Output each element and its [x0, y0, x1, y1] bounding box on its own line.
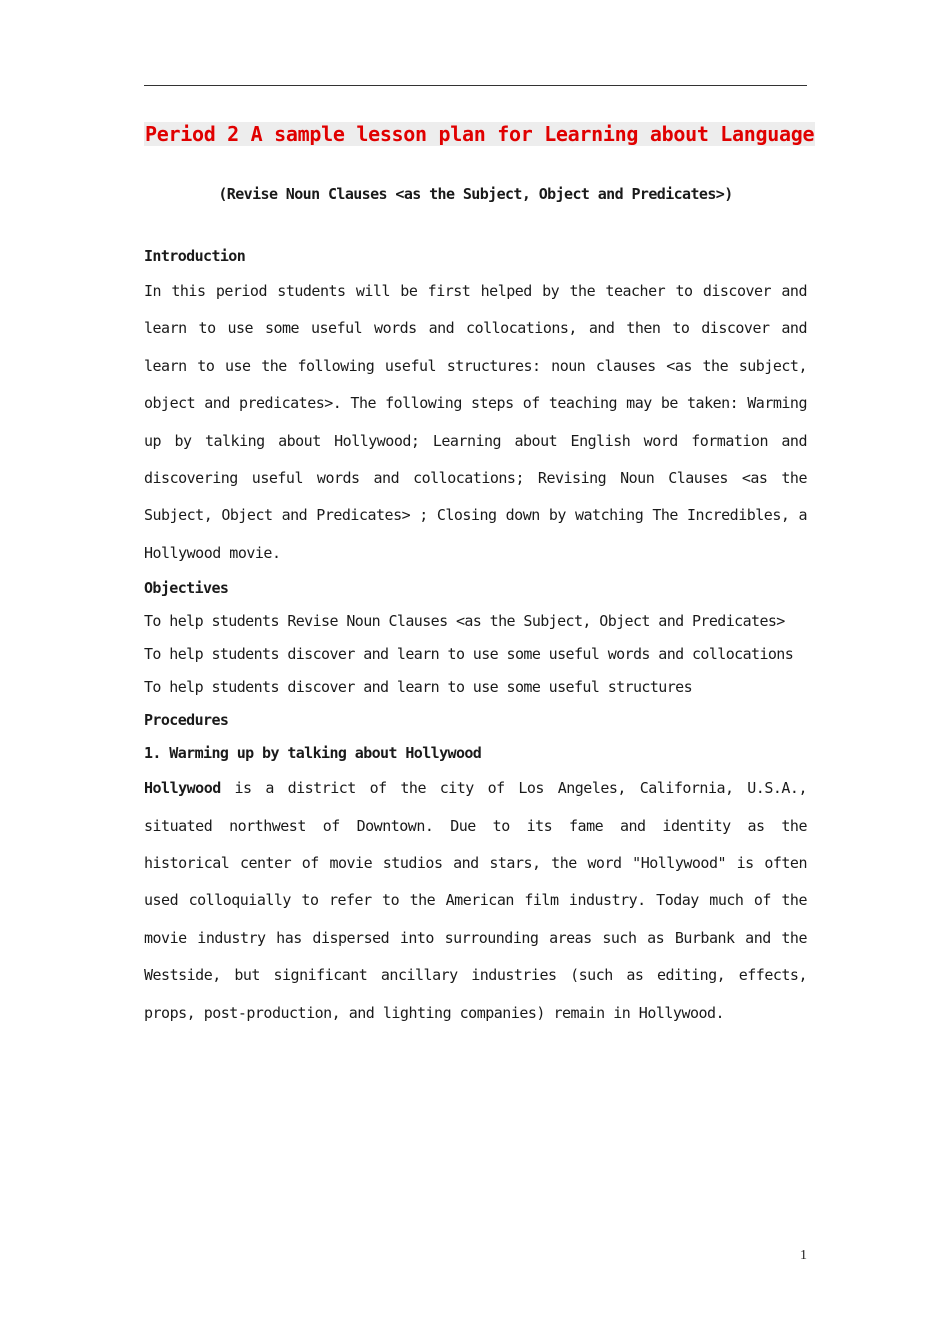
- document-subtitle: (Revise Noun Clauses <as the Subject, Object and Predicates>): [218, 185, 733, 203]
- objective-item: To help students discover and learn to use some useful words and collocations: [144, 645, 794, 664]
- introduction-paragraph: In this period students will be first helped by the teacher to discover and learn to use some useful words and collocations, and then to discover and learn to use the following useful structures: noun clauses <as the subject, object and predicates>. The following steps of teaching may be taken: Warming up by talking about Hollywood; Learning about English word formation and discovering useful words and collocations; Revising Noun Clauses <as the Subject, Object and Predicates> ; Closing down by watching The Incredibles, a Hollywood movie.: [144, 282, 807, 562]
- objective-item: To help students discover and learn to use some useful structures: [144, 678, 693, 697]
- hollywood-paragraph: [144, 770, 807, 1032]
- document-body: [144, 240, 807, 1032]
- objectives-heading: Objectives: [144, 579, 229, 598]
- document-title: [144, 122, 815, 146]
- introduction-heading: Introduction: [144, 247, 246, 265]
- page-number: 1: [800, 1248, 807, 1263]
- objective-item: To help students Revise Noun Clauses <as the Subject, Object and Predicates>: [144, 612, 785, 631]
- header-rule: [144, 85, 807, 86]
- step-1-heading: 1. Warming up by talking about Hollywood: [144, 744, 482, 763]
- hollywood-description: is a district of the city of Los Angeles, California, U.S.A., situated northwest of Downtown. Due to its fame and identity as the historical center of movie studios and stars, the word "Hollywood" is often used colloquially to refer to the American film industry. Today much of the movie industry has dispersed into surrounding areas such as Burbank and the Westside, but significant ancillary industries (such as editing, effects, props, post-production, and lighting companies) remain in Hollywood.: [144, 779, 807, 1022]
- document-title-text: Period 2 A sample lesson plan for Learning about Language: [145, 122, 815, 146]
- procedures-heading: Procedures: [144, 711, 229, 730]
- hollywood-term: Hollywood: [144, 779, 221, 798]
